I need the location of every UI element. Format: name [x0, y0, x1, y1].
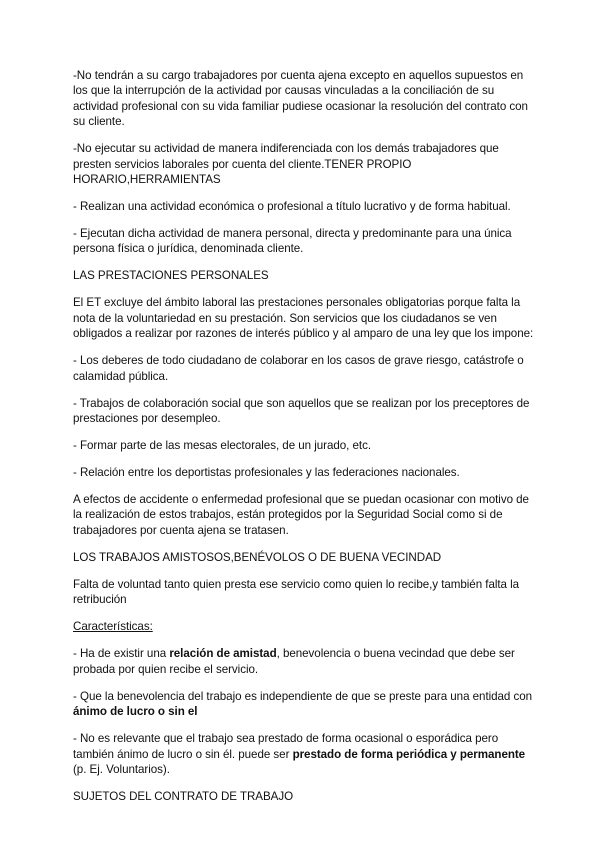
paragraph: Falta de voluntad tanto quien presta ese servicio como quien lo recibe,y también falta la retribución [73, 577, 520, 607]
paragraph: - Ejecutan dicha actividad de manera personal, directa y predominante para una única persona física o jurídica, denominada cliente. [73, 227, 512, 256]
text-run: - Que la benevolencia del trabajo es independiente de que se preste para una entidad con [73, 689, 533, 703]
paragraph: - Los deberes de todo ciudadano de colaborar en los casos de grave riesgo, catástrofe o calamidad pública. [73, 354, 524, 383]
document-body [73, 68, 535, 816]
paragraph: El ET excluye del ámbito laboral las prestaciones personales obligatorias porque falta la nota de la voluntariedad en su prestación. Son servicios que los ciudadanos se ven obligados a realizar por razones de interés público y al amparo de una ley que los impone: [73, 296, 534, 341]
bold-text: ánimo de lucro o sin el [73, 705, 198, 719]
paragraph: - Relación entre los deportistas profesionales y las federaciones nacionales. [73, 466, 460, 480]
paragraph: - Formar parte de las mesas electorales, de un jurado, etc. [73, 439, 371, 453]
text-run: - No es relevante que el trabajo sea prestado de forma ocasional o esporádica pero también ánimo de lucro o sin él. puede ser [73, 732, 499, 761]
text-run: - Ha de existir una [73, 647, 170, 661]
caracteristicas-label [73, 619, 535, 634]
paragraph [73, 731, 535, 777]
section-heading-prestaciones: LAS PRESTACIONES PERSONALES [73, 269, 269, 283]
text-run: (p. Ej. Voluntarios). [73, 762, 170, 776]
underlined-label: Características: [73, 620, 153, 634]
section-heading-sujetos: SUJETOS DEL CONTRATO DE TRABAJO [73, 789, 294, 803]
paragraph: - Realizan una actividad económica o profesional a título lucrativo y de forma habitual. [73, 200, 511, 214]
paragraph: A efectos de accidente o enfermedad profesional que se puedan ocasionar con motivo de la realización de estos trabajos, están protegidos por la Seguridad Social como si de trabajadores por cuenta ajena se tratasen. [73, 493, 529, 537]
section-heading-trabajos-amistosos: LOS TRABAJOS AMISTOSOS,BENÉVOLOS O DE BUENA VECINDAD [73, 550, 442, 564]
paragraph: -No ejecutar su actividad de manera indiferenciada con los demás trabajadores que presten servicios laborales por cuenta del cliente.TENER PROPIO HORARIO,HERRAMIENTAS [73, 142, 499, 187]
paragraph [73, 646, 535, 677]
paragraph [73, 689, 535, 720]
bold-text: relación de amistad [169, 647, 277, 661]
paragraph: - Trabajos de colaboración social que son aquellos que se realizan por los preceptores de prestaciones por desempleo. [73, 396, 530, 426]
bold-text: prestado de forma periódica y permanente [292, 747, 526, 761]
text-run: , benevolencia o buena vecindad que debe ser probada por quien recibe el servicio. [73, 647, 515, 676]
paragraph: -No tendrán a su cargo trabajadores por cuenta ajena excepto en aquellos supuestos en los que la interrupción de la actividad por causas vinculadas a la conciliación de su actividad profesional con su vida familiar pudiese ocasionar la resolución del contrato con su cliente. [73, 69, 528, 129]
